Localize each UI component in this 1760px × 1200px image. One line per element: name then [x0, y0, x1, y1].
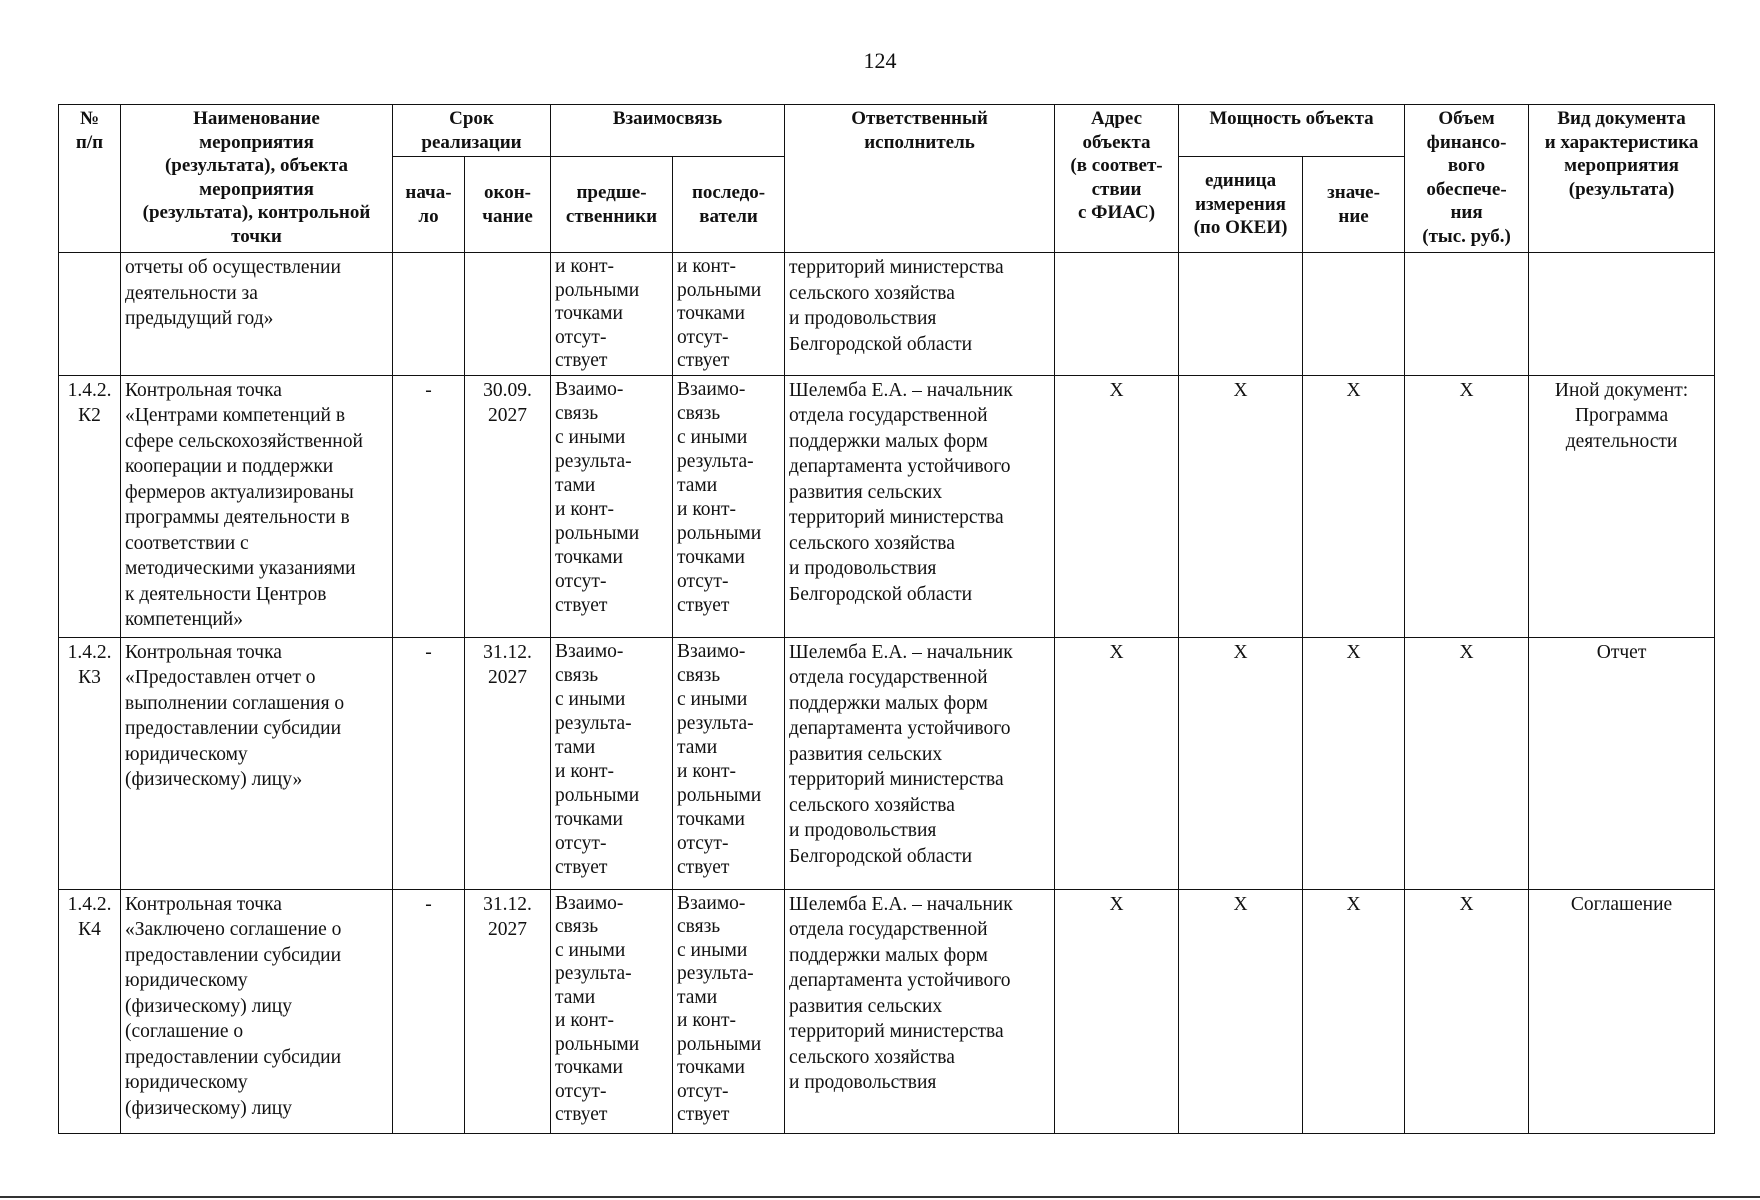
header-cap-unit: единица измерения (по ОКЕИ): [1179, 157, 1303, 253]
header-address: Адрес объекта (в соответ- ствии с ФИАС): [1055, 105, 1179, 253]
header-num: № п/п: [59, 105, 121, 253]
cell-start: -: [393, 889, 465, 1133]
cell-funding: X: [1405, 889, 1529, 1133]
header-term: Срок реализации: [393, 105, 551, 157]
cell-name: Контрольная точка «Заключено соглашение о предоставлении субсидии юридическому (физическому) лицу (соглашение о предоставлении субсидии юридическому (физическому) лицу: [121, 889, 393, 1133]
cell-responsible: Шелемба Е.А. – начальник отдела государственной поддержки малых форм департамента устойчивого развития сельских территорий министерства сельского хозяйства и продовольствия: [785, 889, 1055, 1133]
cell-responsible: Шелемба Е.А. – начальник отдела государственной поддержки малых форм департамента устойчивого развития сельских территорий министерства сельского хозяйства и продовольствия Белгородской области: [785, 637, 1055, 889]
cell-start: -: [393, 375, 465, 637]
cell-funding: X: [1405, 375, 1529, 637]
header-rel-next: последо- ватели: [673, 157, 785, 253]
table-row: [59, 637, 1715, 889]
table-row: [59, 889, 1715, 1133]
cell-next: Взаимо- связь с иными результа- тами и конт- рольными точками отсут- ствует: [673, 637, 785, 889]
header-capacity: Мощность объекта: [1179, 105, 1405, 157]
cell-start: -: [393, 637, 465, 889]
cell-num: 1.4.2. К3: [59, 637, 121, 889]
cell-value: X: [1303, 637, 1405, 889]
cell-next: и конт- рольными точками отсут- ствует: [673, 253, 785, 376]
cell-value: X: [1303, 889, 1405, 1133]
cell-doc: Иной документ: Программа деятельности: [1529, 375, 1715, 637]
cell-address: [1055, 253, 1179, 376]
cell-doc: Соглашение: [1529, 889, 1715, 1133]
cell-name: Контрольная точка «Предоставлен отчет о выполнении соглашения о предоставлении субсидии юридическому (физическому) лицу»: [121, 637, 393, 889]
cell-unit: [1179, 253, 1303, 376]
header-row-1: [59, 105, 1715, 157]
cell-end: [465, 253, 551, 376]
cell-end: 31.12. 2027: [465, 637, 551, 889]
cell-unit: X: [1179, 889, 1303, 1133]
cell-doc: [1529, 253, 1715, 376]
footer-divider: [0, 1196, 1760, 1198]
cell-prev: и конт- рольными точками отсут- ствует: [551, 253, 673, 376]
header-term-end: окон- чание: [465, 157, 551, 253]
cell-num: [59, 253, 121, 376]
cell-unit: X: [1179, 375, 1303, 637]
cell-funding: [1405, 253, 1529, 376]
cell-next: Взаимо- связь с иными результа- тами и конт- рольными точками отсут- ствует: [673, 889, 785, 1133]
header-name: Наименование мероприятия (результата), объекта мероприятия (результата), контрольной точки: [121, 105, 393, 253]
header-term-start: нача- ло: [393, 157, 465, 253]
cell-prev: Взаимо- связь с иными результа- тами и конт- рольными точками отсут- ствует: [551, 637, 673, 889]
cell-doc: Отчет: [1529, 637, 1715, 889]
cell-next: Взаимо- связь с иными результа- тами и конт- рольными точками отсут- ствует: [673, 375, 785, 637]
header-cap-value: значе- ние: [1303, 157, 1405, 253]
cell-prev: Взаимо- связь с иными результа- тами и конт- рольными точками отсут- ствует: [551, 375, 673, 637]
cell-funding: X: [1405, 637, 1529, 889]
table-row: [59, 253, 1715, 376]
cell-num: 1.4.2. К4: [59, 889, 121, 1133]
cell-address: X: [1055, 637, 1179, 889]
cell-unit: X: [1179, 637, 1303, 889]
cell-num: 1.4.2. К2: [59, 375, 121, 637]
cell-value: [1303, 253, 1405, 376]
cell-end: 30.09. 2027: [465, 375, 551, 637]
table-row: [59, 375, 1715, 637]
cell-address: X: [1055, 889, 1179, 1133]
cell-start: [393, 253, 465, 376]
cell-end: 31.12. 2027: [465, 889, 551, 1133]
header-responsible: Ответственный исполнитель: [785, 105, 1055, 253]
page-number: 124: [863, 48, 897, 73]
header-doc-type: Вид документа и характеристика мероприятия (результата): [1529, 105, 1715, 253]
cell-responsible: территорий министерства сельского хозяйства и продовольствия Белгородской области: [785, 253, 1055, 376]
cell-address: X: [1055, 375, 1179, 637]
cell-name: отчеты об осуществлении деятельности за предыдущий год»: [121, 253, 393, 376]
plan-table: [58, 104, 1715, 1134]
cell-value: X: [1303, 375, 1405, 637]
cell-prev: Взаимо- связь с иными результа- тами и конт- рольными точками отсут- ствует: [551, 889, 673, 1133]
header-relation: Взаимосвязь: [551, 105, 785, 157]
cell-name: Контрольная точка «Центрами компетенций в сфере сельскохозяйственной кооперации и поддержки фермеров актуализированы программы деятельности в соответствии с методическими указаниями к деятельности Центров компетенций»: [121, 375, 393, 637]
cell-responsible: Шелемба Е.А. – начальник отдела государственной поддержки малых форм департамента устойчивого развития сельских территорий министерства сельского хозяйства и продовольствия Белгородской области: [785, 375, 1055, 637]
header-funding: Объем финансо- вого обеспече- ния (тыс. руб.): [1405, 105, 1529, 253]
header-rel-prev: предше- ственники: [551, 157, 673, 253]
